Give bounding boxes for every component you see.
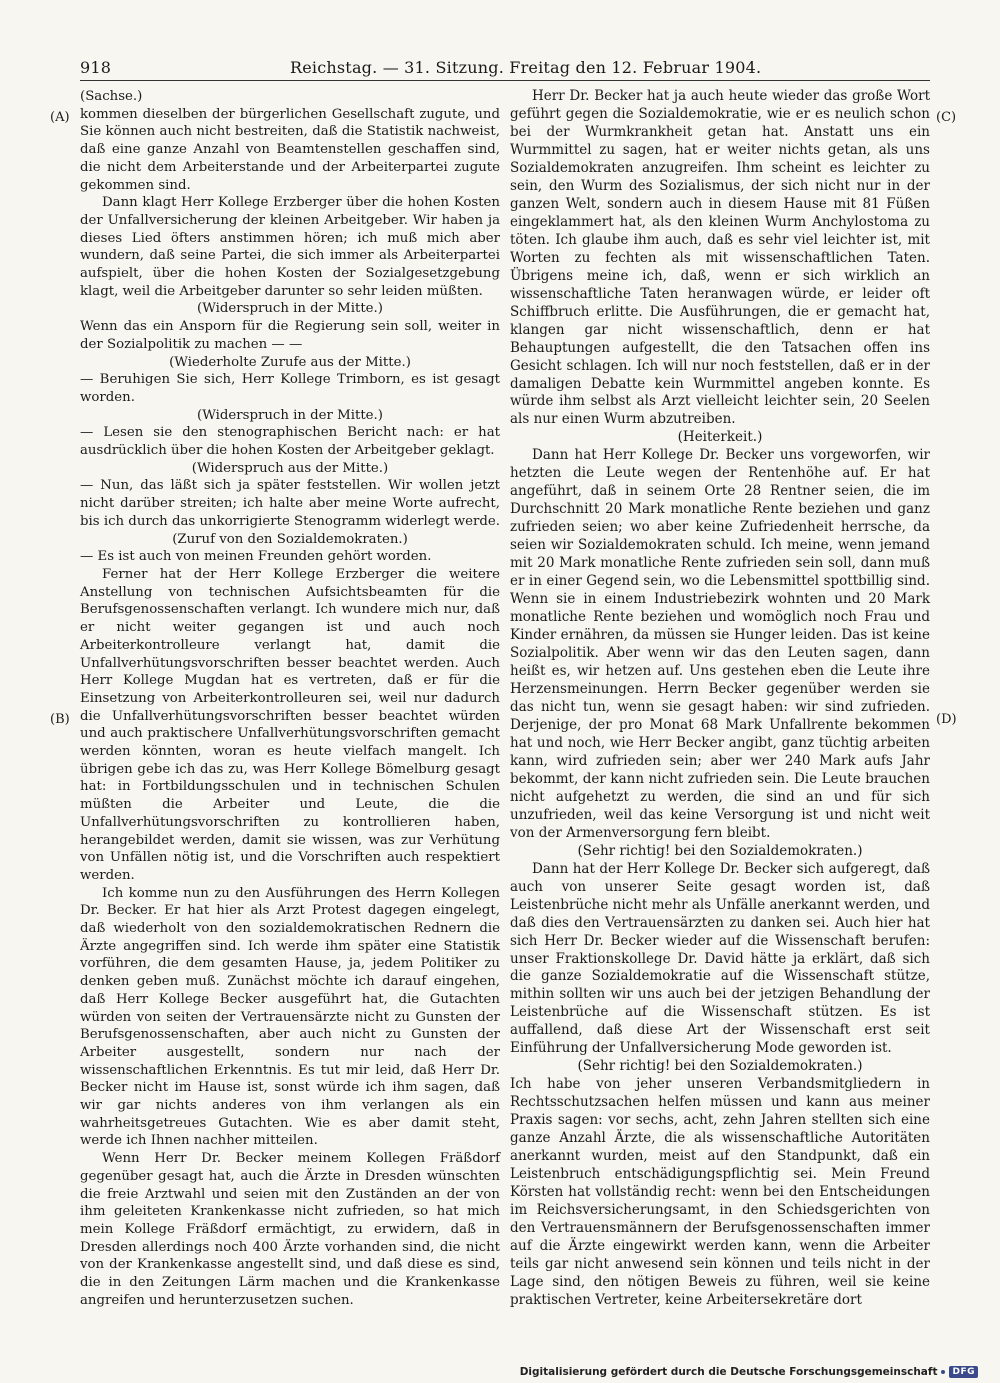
page-header: [80, 58, 930, 82]
paragraph: Dann klagt Herr Kollege Erzberger über die hohen Kosten der Unfallversicherung der kleinen Arbeitgeber. Wir haben ja dieses Lied öfters anstimmen hören; ich muß mich aber wundern, daß seine Partei, die sich immer als Arbeiterpartei aufspielt, über die hohen Kosten der Sozialgesetzgebung klagt, weil die Arbeitgeber darunter so sehr leiden müßten.: [80, 195, 500, 299]
paragraph: — Beruhigen Sie sich, Herr Kollege Trimborn, es ist gesagt worden.: [80, 372, 500, 405]
interjection: (Widerspruch in der Mitte.): [197, 407, 383, 423]
interjection: (Sehr richtig! bei den Sozialdemokraten.): [577, 842, 863, 859]
interjection: (Wiederholte Zurufe aus der Mitte.): [169, 354, 411, 370]
header-rule: [80, 80, 930, 81]
dot-icon: [941, 1370, 945, 1374]
footer-text: Digitalisierung gefördert durch die Deutsche Forschungsgemeinschaft: [519, 1366, 938, 1378]
dfg-logo: DFG: [949, 1366, 978, 1378]
paragraph: — Es ist auch von meinen Freunden gehört worden.: [80, 549, 432, 565]
footer-credit: [520, 1364, 978, 1380]
paragraph: Herr Dr. Becker hat ja auch heute wieder das große Wort geführt gegen die Sozialdemokratie, wie er es neulich schon bei der Wurmkrankheit getan hat. Anstatt uns ein Wurmmittel zu sagen, hat er weiter nichts getan, als uns Sozialdemokraten anzugreifen. Ihm scheint es leichter zu sein, den Wurm des Sozialismus, der sich nicht nur in der ganzen Welt, sondern auch in diesem Hause mit 81 Füßen eingeklammert hat, als den kleinen Wurm Anchylostoma zu töten. Ich glaube ihm auch, daß es sehr viel leichter ist, mit Worten zu fechten als mit wissenschaftlichen Taten. Übrigens meine ich, daß, wenn er sich wirklich an wissenschaftliche Taten heranwagen würde, er leider oft Schiffbruch erlitte. Die Ausführungen, die er gemacht hat, klangen gar nicht wissenschaftlich, denn er hat Behauptungen aufgestellt, die den Tatsachen offen ins Gesicht schlagen. Ich will nur noch feststellen, daß er in der damaligen Debatte kein Wurmmittel angeben konnte. Es würde ihm selbst als Arzt vielleicht leichter sein, 20 Seelen als nur einen Wurm abzutreiben.: [510, 88, 930, 428]
paragraph: Wenn das ein Ansporn für die Regierung sein soll, weiter in der Sozialpolitik zu machen — —: [80, 319, 500, 352]
page-number: 918: [80, 58, 112, 77]
interjection: (Sehr richtig! bei den Sozialdemokraten.): [577, 1058, 863, 1075]
speaker-label: (Sachse.): [80, 89, 143, 104]
paragraph: — Lesen sie den stenographischen Bericht nach: er hat ausdrücklich über die hohen Kosten der Arbeitgeber geklagt.: [80, 425, 500, 459]
interjection: (Heiterkeit.): [677, 429, 763, 446]
right-column: [510, 88, 930, 1310]
paragraph: Wenn Herr Dr. Becker meinem Kollegen Fräßdorf gegenüber gesagt hat, auch die Ärzte in Dresden wünschten die freie Arztwahl und seien mit den Zuständen an der von ihm geleiteten Krankenkasse nicht zufrieden, so hat mich mein Kollege Fräßdorf ermächtigt, zu erwidern, daß in Dresden allerdings noch 400 Ärzte vorhanden sind, die nicht von der Krankenkasse angestellt sind, und daß diese es sind, die in den Zeitungen Lärm machen und die Krankenkasse angreifen und herunterzusetzen suchen.: [80, 1151, 500, 1308]
paragraph: — Nun, das läßt sich ja später feststellen. Wir wollen jetzt nicht darüber streiten; ich halte aber meine Worte aufrecht, bis ich durch das unkorrigierte Stenogramm widerlegt werde.: [80, 478, 500, 529]
running-title: Reichstag. — 31. Sitzung. Freitag den 12. Februar 1904.: [290, 58, 762, 77]
paragraph: kommen dieselben der bürgerlichen Gesellschaft zugute, und Sie können auch nicht bestreiten, daß die Statistik nachweist, daß eine ganze Anzahl von Beamtenstellen geschaffen sind, die nicht dem Arbeiterstande und der Arbeiterpartei zugute gekommen sind.: [80, 106, 500, 193]
interjection: (Widerspruch in der Mitte.): [197, 301, 383, 317]
paragraph: Ich komme nun zu den Ausführungen des Herrn Kollegen Dr. Becker. Er hat hier als Arzt Protest dagegen eingelegt, daß wiederholt von den sozialdemokratischen Rednern die Ärzte angegriffen sind. Ich werde ihm später eine Statistik vorführen, die dem gesamten Hause, ja, jedem Politiker zu denken geben muß. Zunächst möchte ich darauf eingehen, daß Herr Kollege Becker ausgeführt hat, die Gutachten würden von seiten der Vertrauensärzte nicht zu Gunsten der Berufsgenossenschaften, aber auch nicht zu Gunsten der Arbeiter ausgestellt, sondern nur nach der wissenschaftlichen Erkenntnis. Es tut mir leid, daß Herr Dr. Becker nicht im Hause ist, sonst würde ich ihm sagen, daß wir gar nichts anderes von ihm verlangen als ein wahrheitsgetreues Gutachten. Wie es aber damit steht, werde ich Ihnen nachher mitteilen.: [80, 885, 500, 1149]
margin-marker-a: (A): [50, 110, 70, 125]
paragraph: Dann hat Herr Kollege Dr. Becker uns vorgeworfen, wir hetzten die Leute wegen der Rentenhöhe auf. Er hat angeführt, daß in seinem Orte 28 Rentner seien, die im Durchschnitt 20 Mark monatliche Rente beziehen und ganz zufrieden seien; wo aber keine Zufriedenheit herrsche, da seien wir Sozialdemokraten schuld. Ich meine, wenn jemand mit 20 Mark monatliche Rente zufrieden sein soll, dann muß er in einer Gegend sein, wo die Lebensmittel spottbillig sind. Wenn sie in einem Industriebezirk wohnten und 20 Mark monatliche Rente beziehen und womöglich noch Frau und Kinder ernähren, da müssen sie Hunger leiden. Das ist keine Sozialpolitik. Aber wenn wir das den Leuten sagen, dann heißt es, wir hetzen auf. Uns gestehen eben die Leute ihre Herzensmeinungen. Herrn Becker gegenüber werden sie das nicht tun, wenn sie gesagt haben: wir sind zufrieden. Derjenige, der pro Monat 68 Mark Unfallrente bekommen hat und noch, wie Herr Becker angibt, ganz tüchtig arbeiten kann, wird zufrieden sein; aber wer 240 Mark aufs Jahr bekommt, der kann nicht zufrieden sein. Die Leute brauchen nicht aufgehetzt zu werden, die sind an und für sich unzufrieden, weil das keine Versorgung ist und nicht weit von der Armenversorgung fern bleibt.: [510, 447, 930, 841]
margin-marker-b: (B): [50, 712, 70, 727]
interjection: (Zuruf von den Sozialdemokraten.): [172, 531, 408, 547]
left-column: [80, 88, 500, 1310]
paragraph: Dann hat der Herr Kollege Dr. Becker sich aufgeregt, daß auch von unserer Seite gesagt worden ist, daß Leistenbrüche nicht mehr als Unfälle anerkannt werden, und daß dies den Vertrauensärzten zu danken sei. Auch hier hat sich Herr Dr. Becker wieder auf die Wissenschaft berufen: unser Fraktionskollege Dr. David hätte ja erklärt, daß sich die ganze Sozialdemokratie auf die Wissenschaft stütze, mithin sollten wir uns auch bei der jetzigen Behandlung der Leistenbrüche auf die Wissenschaft stützen. Es ist auffallend, daß diese Art der Wissenschaft erst seit Einführung der Unfallversicherung Mode geworden ist.: [510, 860, 930, 1057]
paragraph: Ich habe von jeher unseren Verbandsmitgliedern in Rechtsschutzsachen helfen müssen und kann aus meiner Praxis sagen: vor sechs, acht, zehn Jahren stellten sich eine ganze Anzahl Ärzte, die als wissenschaftliche Autoritäten anerkannt wurden, meist auf den Standpunkt, daß ein Leistenbruch entschädigungspflichtig sei. Mein Freund Körsten hat vollständig recht: wenn bei den Entscheidungen im Reichsversicherungsamt, in den Schiedsgerichten von den Vertrauensmännern der Berufsgenossenschaften immer auf die Ärzte eingewirkt werden kann, wenn die Arbeiter teils gar nicht anwesend sein können und teils nicht in der Lage sind, den nötigen Beweis zu führen, weil sie keine praktischen Vertreter, keine Arbeitersekretäre dort: [510, 1076, 930, 1308]
margin-marker-c: (C): [936, 110, 957, 125]
paragraph: Ferner hat der Herr Kollege Erzberger die weitere Anstellung von technischen Aufsichtsbeamten für die Berufsgenossenschaften verlangt. Ich wundere mich nur, daß er nicht weiter gegangen ist und auch noch Arbeiterkontrolleure verlangt hat, damit die Unfallverhütungsvorschriften besser beachtet werden. Auch Herr Kollege Mugdan hat es vertreten, daß er für die Einsetzung von Arbeiterkontrolleuren sei, weil nur dadurch die Unfallverhütungsvorschriften besser beachtet würden und auch praktischere Unfallverhütungsvorschriften gemacht werden könnten, woran es heute vielfach mangelt. Ich übrigen gebe ich das zu, was Herr Kollege Bömelburg gesagt hat: in Fortbildungsschulen und in technischen Schulen müßten die Arbeiter und Leute, die die Unfallverhütungsvorschriften zu kontrollieren haben, herangebildet werden, damit sie wissen, was zur Verhütung von Unfällen nötig ist, und die Vorschriften auch respektiert werden.: [80, 566, 500, 883]
margin-marker-d: (D): [936, 712, 957, 727]
interjection: (Widerspruch aus der Mitte.): [191, 460, 389, 476]
